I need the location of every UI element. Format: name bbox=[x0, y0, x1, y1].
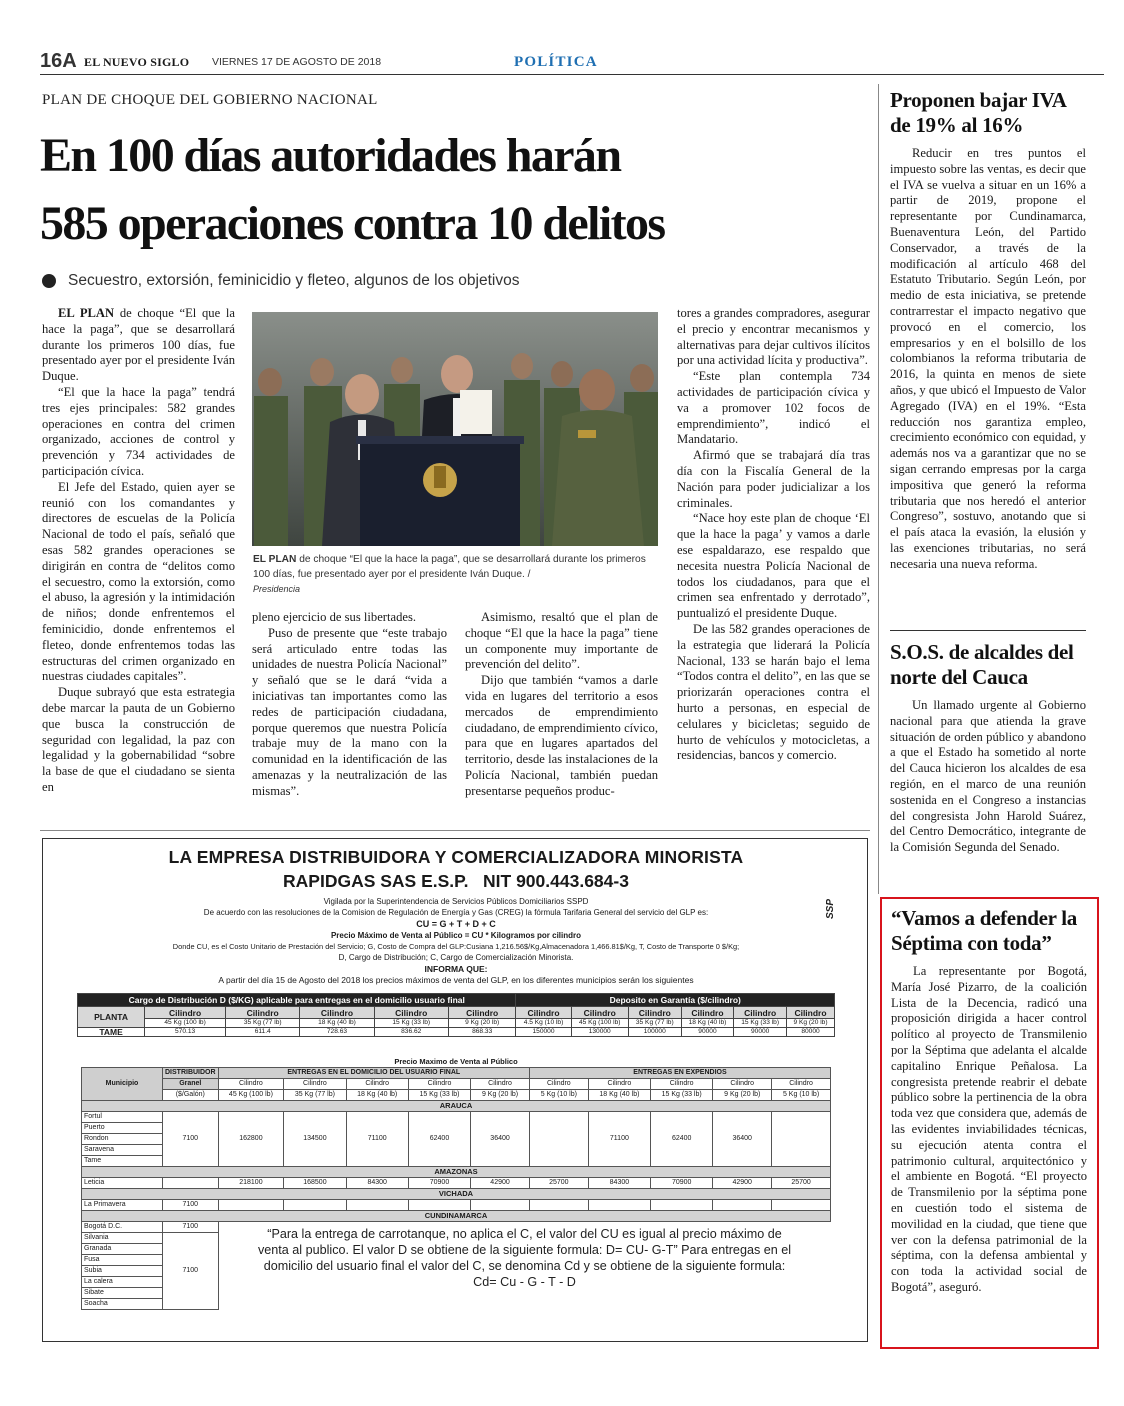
col-header: Cilindro bbox=[734, 1007, 787, 1019]
value-cell: 70900 bbox=[408, 1178, 470, 1189]
municipio-cell: Silvania bbox=[82, 1233, 163, 1244]
notice-line: Precio Máximo de Venta al Público = CU * Kilogramos por cilindro bbox=[330, 931, 582, 940]
notice-line: De acuerdo con las resoluciones de la Comision de Regulación de Energía y Gas (CREG) la fórmula Tarifaria General del servicio del GLP es: bbox=[203, 908, 709, 917]
col-header: Cilindro bbox=[529, 1079, 588, 1090]
article-title-line-1: En 100 días autoridades harán bbox=[40, 129, 621, 182]
col-header: Cilindro bbox=[628, 1007, 681, 1019]
table-row bbox=[82, 1222, 831, 1233]
page-number: 16A bbox=[40, 50, 77, 72]
notice-side-code: SSP bbox=[825, 898, 836, 919]
value-cell: 162800 bbox=[218, 1112, 284, 1167]
paragraph: Reducir en tres puntos el impuesto sobre las ventas, es decir que el IVA se vuelva a situar en un 16% a partir de 2019, propone el representante por Cundinamarca, Buenaventura León, del Partido Conservador, a través de la modificación al artículo 468 del Estatuto Tributario. Según León, por medio de esta iniciativa, se pretende contrarrestar el impacto negativo que provocó en el comercio, los empresarios y en el bolsillo de los colombianos la reforma tributaria de 2016, la quinta en menos de siete años, y que ubicó el Impuesto de Valor Agregado (IVA) en el 19%. “Esta reducción nos garantiza empleo, crecimiento económico con equidad, y además nos va a garantizar que no se sigan cerrando empresas por la carga impositiva que generó la reforma tributaria que nos heredó el anterior Congreso”, sostuvo, anotando que si el país ataca la evasión, la elusión y las exenciones tributarias, no será necesaria una nueva reforma. bbox=[890, 146, 1086, 571]
size-cell: ($/Galón) bbox=[163, 1090, 219, 1101]
paragraph: Dijo que también “vamos a darle vida en lugares del territorio a esos mercados de emprendimiento ciudadano, de emprendimiento cívico, para que en lugares apartados del territorio, desde las instalaciones de la Policía Nacional, también puedan presentarse pequeños produc- bbox=[465, 673, 658, 798]
paragraph: “El que la hace la paga” tendrá tres ejes principales: 582 grandes operaciones en contra del crimen organizado, acciones de control y prevención y 734 actividades de participación cívica. bbox=[42, 384, 235, 478]
value-cell bbox=[163, 1178, 219, 1189]
municipio-cell: Leticia bbox=[82, 1178, 163, 1189]
col-header: Cilindro bbox=[772, 1079, 831, 1090]
photo-credit: Presidencia bbox=[253, 584, 301, 594]
size-cell: 35 Kg (77 lb) bbox=[628, 1019, 681, 1028]
col-header: Cilindro bbox=[787, 1007, 835, 1019]
size-cell: 18 Kg (40 lb) bbox=[300, 1019, 374, 1028]
value-cell: 218100 bbox=[218, 1178, 284, 1189]
sidebar-story-septima bbox=[891, 906, 1087, 1340]
table-row bbox=[82, 1178, 831, 1189]
paragraph: “Este plan contempla 734 actividades de participación cívica y va a promover 102 focos de emprendimiento”, indicó el Mandatario. bbox=[677, 369, 870, 447]
sidebar-story-body bbox=[890, 698, 1086, 890]
size-cell: 9 Kg (20 lb) bbox=[713, 1090, 772, 1101]
department-row: CUNDINAMARCA bbox=[82, 1211, 831, 1222]
col-header: Cilindro bbox=[226, 1007, 300, 1019]
value-cell: 42900 bbox=[471, 1178, 530, 1189]
article-column-3 bbox=[465, 610, 658, 822]
size-cell: 15 Kg (33 lb) bbox=[374, 1019, 448, 1028]
col-header: DISTRIBUIDOR bbox=[163, 1068, 219, 1079]
col-header: Cilindro bbox=[571, 1007, 628, 1019]
value-cell: 7100 bbox=[163, 1222, 219, 1233]
value-cell: 7100 bbox=[163, 1112, 219, 1167]
sidebar-separator bbox=[890, 630, 1086, 631]
value-cell: 150000 bbox=[516, 1028, 571, 1037]
size-cell: 35 Kg (77 lb) bbox=[284, 1090, 346, 1101]
bullet-icon bbox=[42, 274, 56, 288]
table-row bbox=[82, 1112, 831, 1123]
article-kicker: PLAN DE CHOQUE DEL GOBIERNO NACIONAL bbox=[42, 92, 378, 108]
sidebar-story-title: “Vamos a defender la Séptima con toda” bbox=[891, 906, 1077, 955]
col-header: Granel bbox=[163, 1079, 219, 1090]
size-cell: 4.5 Kg (10 lb) bbox=[516, 1019, 571, 1028]
value-cell: 80000 bbox=[787, 1028, 835, 1037]
value-cell: 25700 bbox=[772, 1178, 831, 1189]
ad-top-rule bbox=[40, 830, 870, 831]
max-price-table bbox=[81, 1067, 831, 1310]
row-label: TAME bbox=[78, 1028, 145, 1037]
value-cell: 70900 bbox=[651, 1178, 713, 1189]
caption-lead: EL PLAN bbox=[253, 554, 297, 565]
size-cell: 15 Kg (33 lb) bbox=[734, 1019, 787, 1028]
size-cell: 5 Kg (10 lb) bbox=[772, 1090, 831, 1101]
municipio-cell: Soacha bbox=[82, 1299, 163, 1310]
col-header: Cilindro bbox=[346, 1079, 408, 1090]
paragraph: El Jefe del Estado, quien ayer se reunió con los comandantes y directores de escuelas de la Policía Nacional de todo el país, señaló que esas 582 grandes operaciones se dirigirán en contra de “delitos como el secuestro, como la extorsión, como el abuso, la agresión y la intimidación de niños; donde enfrentemos el feminicidio, donde enfrentemos el fleteo, donde enfrentemos todas las estructuras del crimen organizado en nuestras ciudades capitales”. bbox=[42, 479, 235, 684]
size-cell: 18 Kg (40 lb) bbox=[588, 1090, 650, 1101]
lead-word: EL PLAN bbox=[58, 306, 115, 320]
paragraph: Asimismo, resaltó que el plan de choque “El que la hace la paga” tiene un componente muy importante de prevención del delito”. bbox=[465, 610, 658, 672]
col-header: Cilindro bbox=[681, 1007, 734, 1019]
article-title-line-2: 585 operaciones contra 10 delitos bbox=[40, 197, 665, 250]
photo-caption bbox=[253, 552, 658, 597]
value-cell: 134500 bbox=[284, 1112, 346, 1167]
sidebar-story-body bbox=[891, 964, 1087, 1340]
paragraph: Puso de presente que “este trabajo será articulado entre todas las unidades de nuestra Policía Nacional” y señaló que se le dará “vida a iniciativas tan importantes como las redes de participación ciudadana, porque queremos que nuestra Policía trabaje muy de la mano con la comunidad en la identificación de las amenazas y la neutralización de las mismas”. bbox=[252, 625, 447, 798]
paragraph: La representante por Bogotá, María José Pizarro, de la coalición Lista de la Decencia, radicó una proposición dirigida a hacer control político al proyecto de Transmilenio por la Séptima que adelanta el alcalde capitalino Enrique Peñalosa. La congresista pretende reabrir el debate público sobre la pertinencia de la obra toda vez que considera que, además de las evidentes inviabilidades técnicas, su ejecución atenta contra el patrimonio cultural, arquitectónico y el ambiente en Bogotá. “El proyecto de Transmilenio por la séptima pone en cuestión todo el sistema de movilidad en la ciudad, que tiene que ver con la defensa patrimonial de la séptima, con la defensa ambiental y con toda la actividad social de Bogotá”, aseguró. bbox=[891, 964, 1087, 1294]
value-cell: 836.62 bbox=[374, 1028, 448, 1037]
col-header: ENTREGAS EN EXPENDIOS bbox=[529, 1068, 830, 1079]
table-row bbox=[82, 1200, 831, 1211]
col-header: Cilindro bbox=[448, 1007, 516, 1019]
notice-line: Vigilada por la Superintendencia de Servicios Públicos Domiciliarios SSPD bbox=[323, 897, 589, 906]
gas-price-notice bbox=[42, 838, 868, 1342]
value-cell: 71100 bbox=[588, 1112, 650, 1167]
municipio-cell: Fortul bbox=[82, 1112, 163, 1123]
value-cell: 130000 bbox=[571, 1028, 628, 1037]
article-column-4 bbox=[677, 306, 870, 822]
size-cell: 9 Kg (20 lb) bbox=[787, 1019, 835, 1028]
municipio-cell: La calera bbox=[82, 1277, 163, 1288]
sidebar-story-cauca bbox=[890, 640, 1086, 890]
subtitle-text: Secuestro, extorsión, feminicidio y fleteo, algunos de los objetivos bbox=[68, 272, 520, 289]
value-cell: 728.63 bbox=[300, 1028, 374, 1037]
column-divider bbox=[878, 84, 879, 894]
municipio-cell: Sibate bbox=[82, 1288, 163, 1299]
value-cell: 868.33 bbox=[448, 1028, 516, 1037]
article-photo bbox=[252, 312, 658, 546]
notice-line: A partir del día 15 de Agosto del 2018 los precios máximos de venta del GLP, en los diferentes municipios serán los siguientes bbox=[218, 975, 694, 985]
press-conference-photo bbox=[252, 312, 658, 546]
municipio-cell: Tame bbox=[82, 1156, 163, 1167]
paragraph: tores a grandes compradores, asegurar el precio y encontrar mecanismos y alternativas para dejar cultivos ilícitos por una actividad lícita y productiva”. bbox=[677, 306, 870, 368]
notice-title-2: RAPIDGAS SAS E.S.P. NIT 900.443.684-3 bbox=[283, 871, 629, 891]
col-header: Cilindro bbox=[218, 1079, 284, 1090]
value-cell: 62400 bbox=[408, 1112, 470, 1167]
sidebar-story-body bbox=[890, 146, 1086, 618]
carrotanque-note: “Para la entrega de carrotanque, no aplica el C, el valor del CU es igual al precio máximo de venta al publico. El valor D se obtiene de la siguiente formula: D= CU- G-T” Para entregas en el domicilio del usuario final el valor del C, se denomina Cd y se obtiene de la siguiente formula: Cd= Cu - G - T - D bbox=[258, 1227, 792, 1289]
col-header: Cilindro bbox=[713, 1079, 772, 1090]
size-cell: 5 Kg (10 lb) bbox=[529, 1090, 588, 1101]
distribution-charge-table bbox=[77, 993, 835, 1037]
department-row: AMAZONAS bbox=[82, 1167, 831, 1178]
col-header: Cilindro bbox=[300, 1007, 374, 1019]
value-cell: 7100 bbox=[163, 1200, 219, 1211]
size-cell: 15 Kg (33 lb) bbox=[651, 1090, 713, 1101]
size-cell: 18 Kg (40 lb) bbox=[346, 1090, 408, 1101]
value-cell: 7100 bbox=[163, 1233, 219, 1310]
size-cell: 45 Kg (100 lb) bbox=[571, 1019, 628, 1028]
municipio-cell: Bogotá D.C. bbox=[82, 1222, 163, 1233]
value-cell: 100000 bbox=[628, 1028, 681, 1037]
size-cell: 45 Kg (100 lb) bbox=[145, 1019, 226, 1028]
value-cell: 84300 bbox=[346, 1178, 408, 1189]
size-cell: 15 Kg (33 lb) bbox=[408, 1090, 470, 1101]
value-cell: 84300 bbox=[588, 1178, 650, 1189]
col-header: Cilindro bbox=[588, 1079, 650, 1090]
article-column-2 bbox=[252, 610, 447, 822]
value-cell: 570.13 bbox=[145, 1028, 226, 1037]
value-cell: 90000 bbox=[681, 1028, 734, 1037]
col-header: ENTREGAS EN EL DOMICILIO DEL USUARIO FINAL bbox=[218, 1068, 529, 1079]
price-table-caption: Precio Maximo de Venta al Público bbox=[394, 1057, 518, 1066]
article-column-1 bbox=[42, 306, 235, 822]
notice-line: D, Cargo de Distribución; C, Cargo de Comercialización Minorista. bbox=[338, 953, 574, 962]
value-cell: 611.4 bbox=[226, 1028, 300, 1037]
value-cell: 168500 bbox=[284, 1178, 346, 1189]
department-row: VICHADA bbox=[82, 1189, 831, 1200]
table-header: Cargo de Distribución D ($/KG) aplicable para entregas en el domicilio usuario final bbox=[78, 994, 516, 1007]
municipio-cell: Rondon bbox=[82, 1134, 163, 1145]
article-subtitle bbox=[42, 272, 862, 292]
paragraph: Un llamado urgente al Gobierno nacional para que atienda la grave situación de orden público y abandono a que el Estado ha sometido al norte del Cauca hicieron los alcaldes de esa región, en el marco de una reunión sostenida en el Congreso a instancias del congresista John Harold Suárez, del Centro Democrático, integrante de la Comisión Segunda del Senado. bbox=[890, 698, 1086, 855]
table-row bbox=[78, 1028, 835, 1037]
notice-informa: INFORMA QUE: bbox=[424, 964, 488, 974]
col-header: Cilindro bbox=[516, 1007, 571, 1019]
paragraph: “Nace hoy este plan de choque ‘El que la hace la paga’ y vamos a darle ese espaldarazo, ese respaldo que necesita nuestra Policía Nacional de todos los ciudadanos, para que el crimen sea enfrentado y derrotado”, puntualizó el presidente Duque. bbox=[677, 511, 870, 621]
sidebar-story-iva bbox=[890, 88, 1086, 618]
paper-name: EL NUEVO SIGLO bbox=[84, 55, 190, 69]
value-cell: 42900 bbox=[713, 1178, 772, 1189]
department-row: ARAUCA bbox=[82, 1101, 831, 1112]
notice-formula: CU = G + T + D + C bbox=[416, 919, 496, 929]
municipio-cell: Granada bbox=[82, 1244, 163, 1255]
value-cell: 25700 bbox=[529, 1178, 588, 1189]
paragraph: Duque subrayó que esta estrategia debe marcar la pauta de un Gobierno que busca la construcción de seguridad con legalidad, la paz con legalidad y la gobernabilidad “sobre la base de que el ciudadano se sienta en bbox=[42, 685, 235, 794]
size-cell: 9 Kg (20 lb) bbox=[471, 1090, 530, 1101]
size-cell: 9 Kg (20 lb) bbox=[448, 1019, 516, 1028]
municipio-cell: La Primavera bbox=[82, 1200, 163, 1211]
value-cell: 36400 bbox=[471, 1112, 530, 1167]
col-header: Municipio bbox=[82, 1068, 163, 1101]
header-rule bbox=[40, 74, 1104, 75]
size-cell: 18 Kg (40 lb) bbox=[681, 1019, 734, 1028]
notice-title-1: LA EMPRESA DISTRIBUIDORA Y COMERCIALIZADORA MINORISTA bbox=[168, 847, 744, 867]
notice-line: Donde CU, es el Costo Unitario de Prestación del Servicio; G, Costo de Compra del GLP:Cusiana 1,216.56$/Kg,Almacenadora 1,466.81$/Kg, T, Costo de Transporte 0 $/Kg; bbox=[172, 942, 740, 951]
table-header: Deposito en Garantía ($/cilindro) bbox=[516, 994, 835, 1007]
municipio-cell: Puerto bbox=[82, 1123, 163, 1134]
municipio-cell: Fusa bbox=[82, 1255, 163, 1266]
col-header: PLANTA bbox=[78, 1007, 145, 1028]
col-header: Cilindro bbox=[408, 1079, 470, 1090]
municipio-cell: Saravena bbox=[82, 1145, 163, 1156]
col-header: Cilindro bbox=[284, 1079, 346, 1090]
value-cell bbox=[772, 1112, 831, 1167]
value-cell: 36400 bbox=[713, 1112, 772, 1167]
caption-text: de choque “El que la hace la paga”, que se desarrollará durante los primeros 100 días, fue presentado ayer por el presidente Iván Duque. / bbox=[253, 554, 646, 580]
issue-date: VIERNES 17 DE AGOSTO DE 2018 bbox=[212, 56, 382, 68]
col-header: Cilindro bbox=[471, 1079, 530, 1090]
size-cell: 45 Kg (100 lb) bbox=[218, 1090, 284, 1101]
sidebar-story-title: S.O.S. de alcaldes del norte del Cauca bbox=[890, 640, 1074, 689]
section-name: POLÍTICA bbox=[514, 54, 598, 70]
paragraph: Afirmó que se trabajará día tras día con la Fiscalía General de la Nación para poder judicializar a los criminales. bbox=[677, 448, 870, 510]
col-header: Cilindro bbox=[374, 1007, 448, 1019]
sidebar-story-title: Proponen bajar IVA de 19% al 16% bbox=[890, 88, 1066, 137]
col-header: Cilindro bbox=[651, 1079, 713, 1090]
value-cell: 62400 bbox=[651, 1112, 713, 1167]
value-cell: 71100 bbox=[346, 1112, 408, 1167]
paragraph: de choque “El que la hace la paga”, que se desarrollará durante los primeros 100 días, fue presentado ayer por el presidente Iván Duque. bbox=[42, 306, 235, 384]
paragraph: De las 582 grandes operaciones de la estrategia que liderará la Policía Nacional, 133 se harán bajo el lema “Todos contra el delito”, en las que se priorizarán operaciones contra el hurto a personas, en especial de celulares y bicicletas; seguido de hurto de vehículos y motocicletas, a residencias, bancos y comercio. bbox=[677, 621, 870, 763]
municipio-cell: Subia bbox=[82, 1266, 163, 1277]
value-cell bbox=[529, 1112, 588, 1167]
size-cell: 35 Kg (77 lb) bbox=[226, 1019, 300, 1028]
col-header: Cilindro bbox=[145, 1007, 226, 1019]
paragraph: pleno ejercicio de sus libertades. bbox=[252, 610, 417, 624]
value-cell: 90000 bbox=[734, 1028, 787, 1037]
